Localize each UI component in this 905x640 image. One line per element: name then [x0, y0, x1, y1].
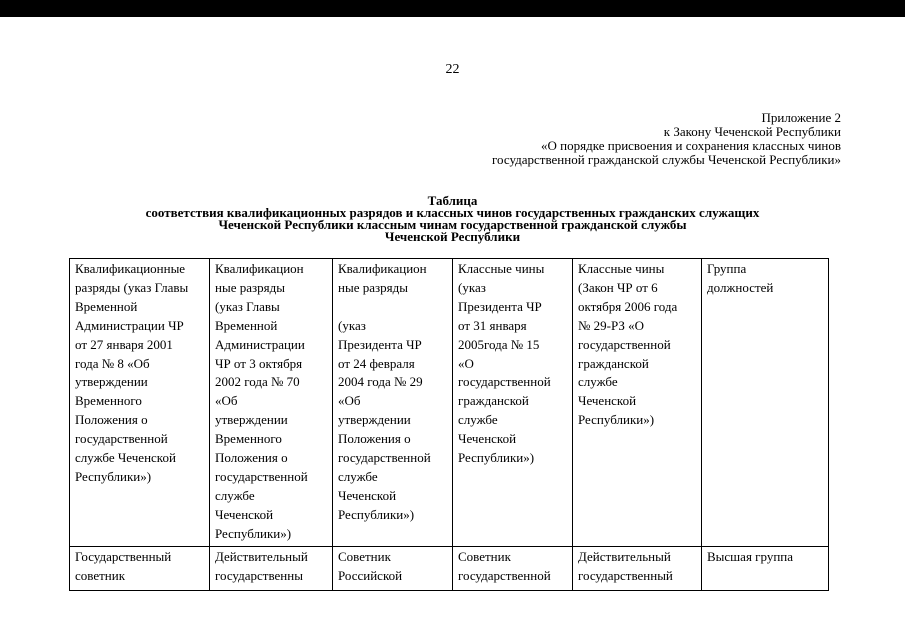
cell-line: Положения о [75, 412, 148, 428]
cell-line: Чеченской [578, 393, 637, 409]
header-cell [453, 259, 573, 547]
appendix-line: Приложение 2 [761, 110, 841, 125]
cell-line: (указ Главы [215, 298, 280, 314]
table-header-row [70, 259, 829, 547]
cell-line: Квалификационные [75, 261, 186, 276]
cell-line: 2004 года № 29 [338, 374, 423, 390]
cell-line: Республики») [215, 525, 292, 541]
cell-line: Действительный [578, 548, 671, 564]
header-cell [573, 259, 702, 547]
cell-line: Российской [338, 567, 403, 583]
cell-line: Действительный [215, 548, 308, 564]
cell-line: утверждении [215, 412, 288, 428]
cell-line: государственной [458, 567, 551, 583]
table-cell [702, 546, 829, 590]
cell-line: Республики») [338, 506, 415, 522]
page-number: 22 [445, 62, 460, 77]
cell-line: № 29-РЗ «О [578, 317, 645, 333]
cell-line: Классные чины [458, 261, 545, 276]
cell-line: года № 8 «Об [75, 355, 150, 371]
cell-line: гражданской [458, 393, 529, 409]
cell-line [338, 298, 448, 317]
cell-line: (указ [338, 317, 366, 333]
title-line: Таблица [427, 193, 478, 208]
cell-line: Президента ЧР [338, 336, 422, 352]
cell-line: Временного [215, 431, 282, 447]
cell-line: утверждении [75, 374, 148, 390]
table-cell [70, 546, 210, 590]
cell-line: от 27 января 2001 [75, 336, 173, 352]
cell-line: Положения о [338, 431, 411, 447]
cell-line: «Об [215, 393, 238, 409]
table-cell [333, 546, 453, 590]
cell-line: Положения о [215, 450, 288, 466]
header-cell [702, 259, 829, 547]
cell-line: государственной [75, 431, 168, 447]
cell-line: государственной [458, 374, 551, 390]
correspondence-table [69, 258, 829, 591]
cell-line: Классные чины [578, 261, 665, 276]
cell-line: службе Чеченской [75, 450, 176, 466]
cell-line: государственной [578, 336, 671, 352]
title-line: Чеченской Республики классным чинам государственной гражданской службы [218, 217, 687, 232]
cell-line: Чеченской [338, 487, 397, 503]
cell-line: государственный [578, 567, 673, 583]
cell-line: Чеченской [215, 506, 274, 522]
cell-line: Временной [215, 317, 278, 333]
cell-line: службе [338, 468, 378, 484]
title-line: Чеченской Республики [384, 229, 521, 244]
appendix-line: «О порядке присвоения и сохранения классных чинов [541, 138, 841, 153]
cell-line: гражданской [578, 355, 649, 371]
cell-line: Чеченской [458, 431, 517, 447]
cell-line: утверждении [338, 412, 411, 428]
title-line: соответствия квалификационных разрядов и классных чинов государственных гражданских служащих [145, 205, 760, 220]
appendix-line: государственной гражданской службы Чеченской Республики» [492, 152, 841, 167]
cell-line: Квалификацион [215, 261, 304, 276]
cell-line: Администрации [215, 336, 305, 352]
cell-line: государственной [338, 450, 431, 466]
cell-line: 2002 года № 70 [215, 374, 300, 390]
cell-line: службе [578, 374, 618, 390]
cell-line: Квалификацион [338, 261, 427, 276]
header-cell [210, 259, 333, 547]
cell-line: Временной [75, 298, 138, 314]
cell-line: Республики») [75, 468, 152, 484]
cell-line: Президента ЧР [458, 298, 542, 314]
cell-line: Группа [707, 261, 747, 276]
cell-line: Советник [338, 548, 391, 564]
cell-line: Республики») [458, 450, 535, 466]
cell-line: (указ [458, 279, 486, 295]
table-cell [210, 546, 333, 590]
cell-line: Республики») [578, 412, 655, 428]
cell-line: Государственный [75, 548, 172, 564]
cell-line: Советник [458, 548, 511, 564]
cell-line: Администрации ЧР [75, 317, 184, 333]
appendix-heading [492, 111, 841, 167]
cell-line: «Об [338, 393, 361, 409]
cell-line: ные разряды [215, 279, 285, 295]
cell-line: Высшая группа [707, 548, 794, 564]
cell-line: от 24 февраля [338, 355, 415, 371]
cell-line: (Закон ЧР от 6 [578, 279, 658, 295]
cell-line: разряды (указ Главы [75, 279, 189, 295]
cell-line: государственной [215, 468, 308, 484]
cell-line: от 31 января [458, 317, 527, 333]
cell-line: службе [215, 487, 255, 503]
appendix-line: к Закону Чеченской Республики [663, 124, 841, 139]
table-cell [453, 546, 573, 590]
top-black-bar [0, 0, 905, 17]
header-cell [70, 259, 210, 547]
cell-line: советник [75, 567, 126, 583]
table-row [70, 546, 829, 590]
cell-line: «О [458, 355, 474, 371]
header-cell [333, 259, 453, 547]
cell-line: ЧР от 3 октября [215, 355, 303, 371]
table-cell [573, 546, 702, 590]
cell-line: ные разряды [338, 279, 408, 295]
cell-line: службе [458, 412, 498, 428]
cell-line: государственны [215, 567, 303, 583]
cell-line: 2005года № 15 [458, 336, 540, 352]
table-title [40, 195, 865, 243]
cell-line: октября 2006 года [578, 298, 678, 314]
cell-line: Временного [75, 393, 142, 409]
cell-line: должностей [707, 279, 774, 295]
